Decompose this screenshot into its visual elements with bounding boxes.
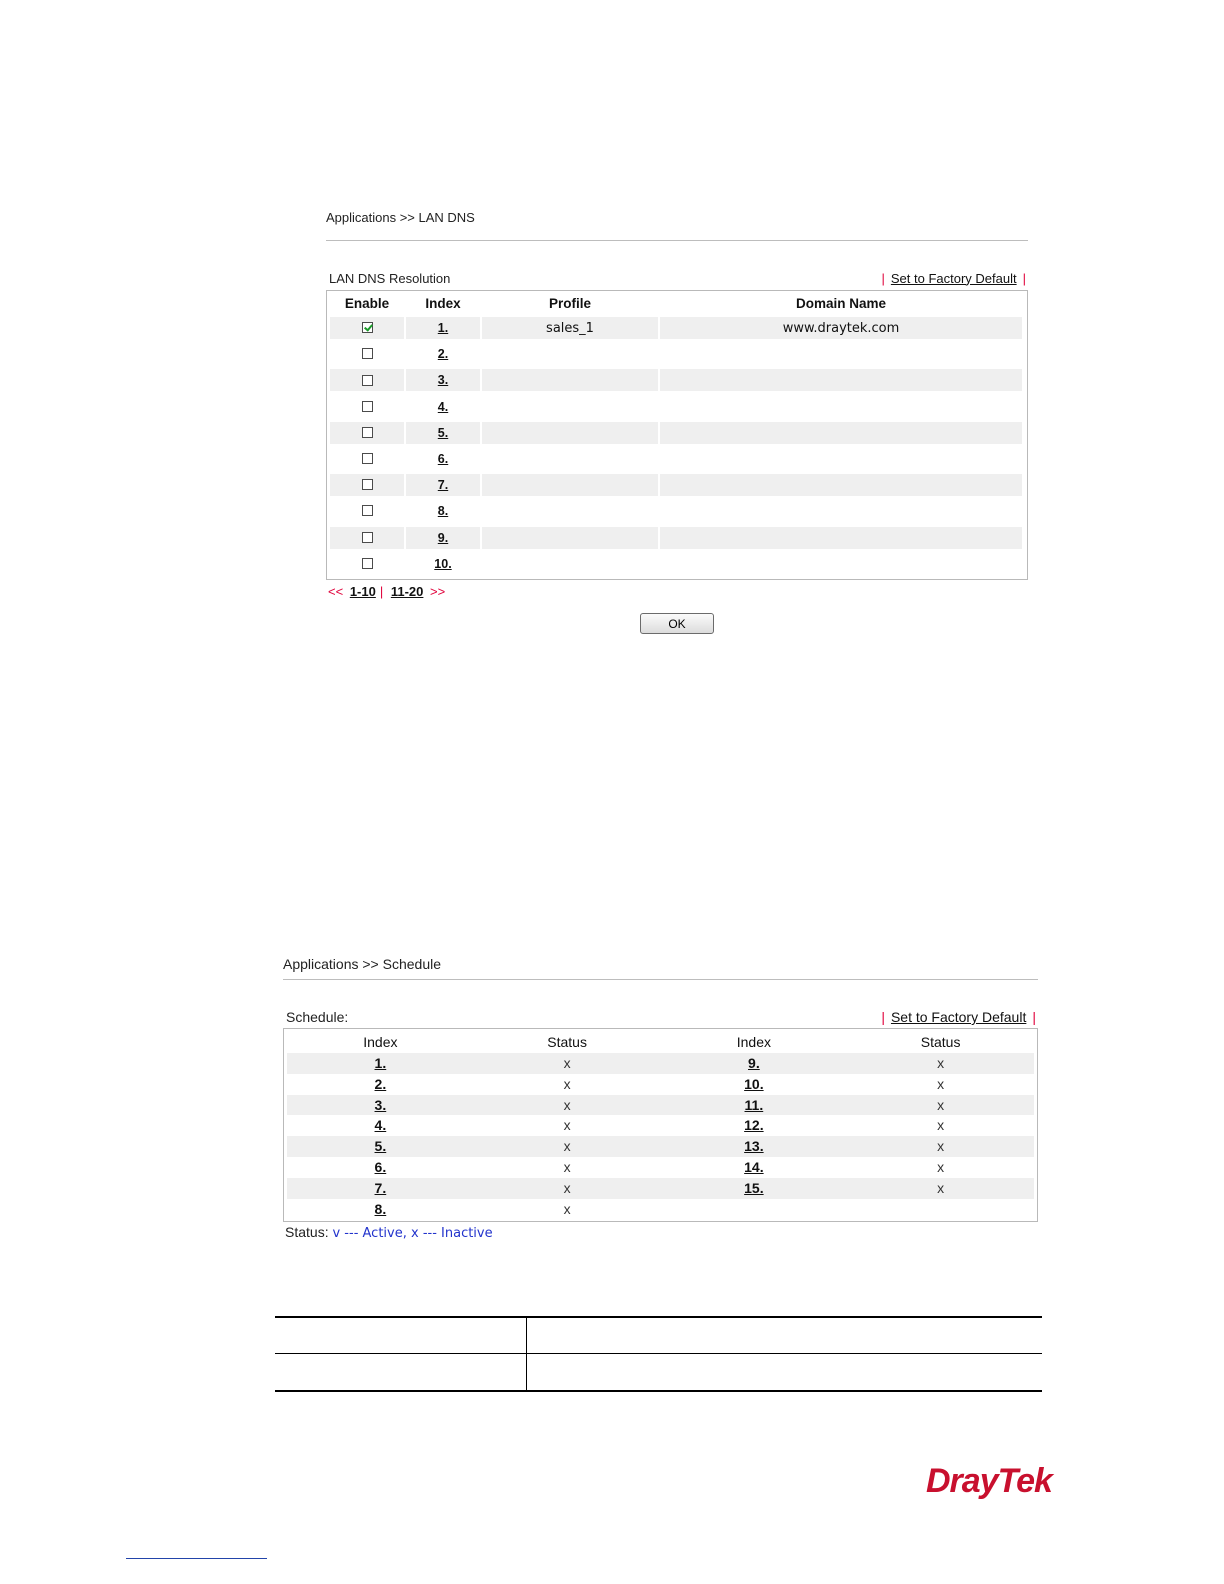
schedule-status: x [937, 1138, 945, 1155]
table-header [287, 1031, 1034, 1053]
enable-cell [330, 396, 404, 418]
enable-checkbox[interactable] [362, 401, 373, 412]
divider [326, 240, 1028, 241]
column-header-profile: Profile [548, 296, 591, 311]
schedule-status: x [563, 1117, 571, 1134]
schedule-index-link[interactable]: 3. [374, 1096, 387, 1113]
set-factory-default-link[interactable]: Set to Factory Default [890, 1009, 1027, 1025]
domain-cell [660, 317, 1022, 339]
table-body [287, 1053, 1034, 1219]
domain-cell [660, 553, 1022, 575]
schedule-index-link[interactable]: 8. [374, 1200, 387, 1217]
schedule-index-link[interactable]: 6. [374, 1158, 387, 1175]
table-row [287, 1053, 1034, 1074]
table-header [330, 293, 1024, 315]
table-row [287, 1095, 1034, 1116]
schedule-status: x [563, 1096, 571, 1113]
index-cell [406, 396, 480, 418]
legend-text: v --- Active, x --- Inactive [332, 1226, 493, 1242]
index-link[interactable]: 8. [437, 504, 449, 519]
ok-wrap [640, 613, 714, 634]
footer-rule [126, 1558, 267, 1559]
index-link[interactable]: 4. [437, 399, 449, 414]
schedule-status: x [563, 1138, 571, 1155]
schedule-status: x [563, 1055, 571, 1071]
enable-checkbox[interactable] [362, 479, 373, 490]
profile-cell [482, 317, 658, 339]
schedule-status: x [937, 1055, 945, 1071]
profile-cell [482, 500, 658, 522]
table-row [330, 446, 1024, 472]
index-cell [406, 422, 480, 444]
enable-cell [330, 474, 404, 496]
enable-cell [330, 343, 404, 365]
enable-checkbox[interactable] [362, 453, 373, 464]
lan-dns-panel [326, 208, 1028, 631]
pager-prev[interactable]: << [328, 583, 344, 599]
profile-cell [482, 527, 658, 549]
factory-default-group: | Set to Factory Default | [881, 1009, 1036, 1025]
schedule-index-link[interactable]: 15. [744, 1179, 764, 1196]
table-row [287, 1199, 1034, 1220]
schedule-status: x [937, 1096, 945, 1113]
domain-cell [660, 527, 1022, 549]
domain-cell [660, 474, 1022, 496]
document-table [275, 1316, 1042, 1392]
enable-cell [330, 317, 404, 339]
domain-cell [660, 343, 1022, 365]
domain-cell [660, 500, 1022, 522]
schedule-status: x [937, 1179, 945, 1196]
index-cell [406, 500, 480, 522]
column-header-status: Status [547, 1034, 587, 1050]
table-row [330, 472, 1024, 498]
profile-cell [482, 553, 658, 575]
domain-cell [660, 448, 1022, 470]
index-link[interactable]: 1. [437, 321, 449, 336]
set-factory-default-link[interactable]: Set to Factory Default [890, 270, 1017, 286]
index-cell [406, 527, 480, 549]
index-cell [406, 448, 480, 470]
index-link[interactable]: 10. [434, 556, 452, 571]
profile-cell [482, 369, 658, 391]
table-row [287, 1115, 1034, 1136]
index-link[interactable]: 3. [437, 373, 449, 388]
index-cell [406, 369, 480, 391]
schedule-index-link[interactable]: 13. [744, 1138, 764, 1155]
enable-cell [330, 448, 404, 470]
schedule-panel [283, 953, 1038, 1241]
enable-checkbox[interactable] [362, 505, 373, 516]
divider [283, 979, 1038, 980]
schedule-index-link[interactable]: 14. [744, 1158, 764, 1175]
domain-cell [660, 396, 1022, 418]
enable-cell [330, 500, 404, 522]
section-title: LAN DNS Resolution [329, 270, 451, 286]
section-header [283, 1006, 1038, 1028]
column-header-index: Index [363, 1034, 398, 1050]
schedule-status: x [563, 1200, 571, 1217]
index-link[interactable]: 9. [437, 530, 449, 545]
table-row [330, 551, 1024, 577]
domain-value: www.draytek.com [782, 321, 900, 337]
schedule-status: x [563, 1075, 571, 1092]
table-row [330, 525, 1024, 551]
table-row [330, 341, 1024, 367]
index-cell [406, 343, 480, 365]
table-row [330, 367, 1024, 393]
lan-dns-table [326, 290, 1028, 580]
schedule-index-link[interactable]: 12. [744, 1117, 764, 1134]
profile-cell [482, 474, 658, 496]
index-cell [406, 317, 480, 339]
ok-button[interactable]: OK [640, 613, 714, 634]
index-link[interactable]: 6. [437, 452, 449, 467]
enable-checkbox[interactable] [362, 322, 373, 333]
schedule-status: x [937, 1117, 945, 1134]
legend-label: Status: [285, 1224, 329, 1241]
schedule-status: x [563, 1158, 571, 1175]
table-row [287, 1136, 1034, 1157]
column-header-enable: Enable [344, 296, 390, 311]
enable-cell [330, 527, 404, 549]
enable-cell [330, 553, 404, 575]
index-link[interactable]: 7. [437, 478, 449, 493]
schedule-index-link[interactable]: 4. [374, 1117, 387, 1134]
profile-cell [482, 422, 658, 444]
profile-cell [482, 343, 658, 365]
status-legend [283, 1224, 1038, 1241]
enable-cell [330, 369, 404, 391]
pager-next[interactable]: >> [430, 583, 446, 599]
pager-page-11-20[interactable]: 11-20 [390, 583, 424, 599]
schedule-status: x [937, 1158, 945, 1175]
schedule-index-link[interactable]: 11. [744, 1096, 764, 1113]
index-link[interactable]: 2. [437, 347, 449, 362]
table-row [330, 498, 1024, 524]
enable-checkbox[interactable] [362, 558, 373, 569]
table-row [287, 1074, 1034, 1095]
index-link[interactable]: 5. [437, 425, 449, 440]
schedule-status: x [563, 1179, 571, 1196]
column-header-status: Status [920, 1034, 961, 1050]
table-row [330, 315, 1024, 341]
column-header-index: Index [736, 1034, 771, 1050]
profile-cell [482, 396, 658, 418]
column-header-index: Index [425, 296, 461, 311]
domain-cell [660, 369, 1022, 391]
section-header [326, 269, 1028, 287]
pagination: << 1-10 | 11-20 >> [328, 583, 446, 599]
breadcrumb: Applications >> Schedule [283, 956, 441, 972]
factory-default-group: | Set to Factory Default | [881, 270, 1026, 286]
enable-checkbox[interactable] [362, 348, 373, 359]
draytek-logo: DrayTek [926, 1462, 1052, 1500]
schedule-index-link[interactable]: 1. [374, 1055, 387, 1071]
schedule-index-link[interactable]: 10. [744, 1075, 764, 1092]
breadcrumb: Applications >> LAN DNS [326, 210, 475, 225]
schedule-index-link[interactable]: 5. [374, 1138, 387, 1155]
schedule-index-link[interactable]: 2. [374, 1075, 387, 1092]
enable-checkbox[interactable] [362, 427, 373, 438]
profile-cell [482, 448, 658, 470]
schedule-status: x [937, 1075, 945, 1092]
table-row [287, 1178, 1034, 1199]
column-header-domain: Domain Name [795, 296, 887, 311]
table-row [330, 394, 1024, 420]
enable-checkbox[interactable] [362, 532, 373, 543]
schedule-table [283, 1028, 1038, 1222]
table-row [287, 1157, 1034, 1178]
schedule-index-link[interactable]: 9. [748, 1055, 760, 1071]
enable-cell [330, 422, 404, 444]
domain-cell [660, 422, 1022, 444]
section-title: Schedule: [286, 1009, 349, 1025]
index-cell [406, 553, 480, 575]
schedule-status [847, 1199, 1034, 1220]
pager-page-1-10[interactable]: 1-10 [349, 583, 376, 599]
table-row [330, 420, 1024, 446]
profile-value: sales_1 [546, 321, 594, 337]
enable-checkbox[interactable] [362, 375, 373, 386]
index-cell [406, 474, 480, 496]
schedule-index-link[interactable]: 7. [374, 1179, 387, 1196]
table-body [330, 315, 1024, 577]
